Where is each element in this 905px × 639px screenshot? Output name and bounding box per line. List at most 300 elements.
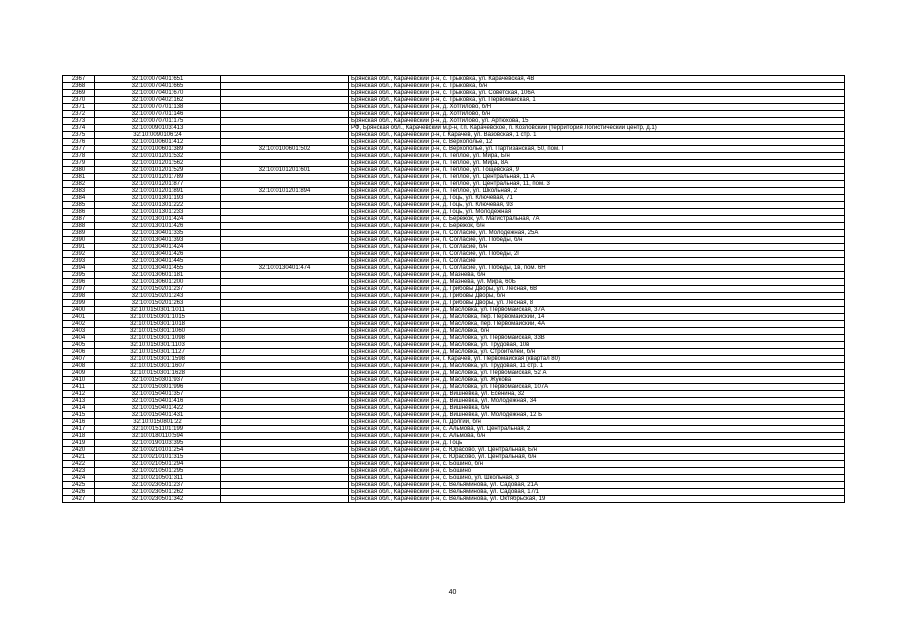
cadastral-number-cell: 32:10:0101201:789 bbox=[95, 174, 221, 181]
cadastral-number-cell: 32:10:0070701:175 bbox=[95, 118, 221, 125]
cadastral-number-cell: 32:10:0230501:262 bbox=[95, 489, 221, 496]
parent-cadastral-number-cell bbox=[221, 475, 349, 482]
row-number-cell: 2395 bbox=[63, 272, 95, 279]
cadastral-number-cell: 32:10:0090106:24 bbox=[95, 132, 221, 139]
cadastral-number-cell: 32:10:0210501:295 bbox=[95, 468, 221, 475]
table-row bbox=[63, 475, 845, 482]
row-number-cell: 2367 bbox=[63, 76, 95, 83]
parent-cadastral-number-cell bbox=[221, 384, 349, 391]
table-row bbox=[63, 139, 845, 146]
address-cell: Брянская обл., Карачевский р-н, д. Масловка, пер. Первомайский, 14 bbox=[349, 314, 845, 321]
address-cell: Брянская обл., Карачевский р-н, д. Вишневка, ул. Молодежная, 34 bbox=[349, 398, 845, 405]
address-cell: Брянская обл., Карачевский р-н, с. Вельяминова, ул. Октябрьская, 19 bbox=[349, 496, 845, 503]
row-number-cell: 2420 bbox=[63, 447, 95, 454]
row-number-cell: 2427 bbox=[63, 496, 95, 503]
row-number-cell: 2373 bbox=[63, 118, 95, 125]
parent-cadastral-number-cell bbox=[221, 454, 349, 461]
cadastral-number-cell: 32:10:0151101:199 bbox=[95, 426, 221, 433]
cadastral-number-cell: 32:10:0130401:335 bbox=[95, 230, 221, 237]
address-cell: Брянская обл., Карачевский р-н, п. Согласие, ул. Победы, 1в, пом. 6Н bbox=[349, 265, 845, 272]
row-number-cell: 2403 bbox=[63, 328, 95, 335]
table-row bbox=[63, 209, 845, 216]
parent-cadastral-number-cell bbox=[221, 97, 349, 104]
cadastral-number-cell: 32:10:0130601:200 bbox=[95, 279, 221, 286]
row-number-cell: 2402 bbox=[63, 321, 95, 328]
table-row bbox=[63, 468, 845, 475]
table-row bbox=[63, 454, 845, 461]
row-number-cell: 2412 bbox=[63, 391, 95, 398]
parent-cadastral-number-cell bbox=[221, 300, 349, 307]
table-row bbox=[63, 202, 845, 209]
address-cell: Брянская обл., Карачевский р-н, с. Трыковка, б/н bbox=[349, 83, 845, 90]
table-row bbox=[63, 279, 845, 286]
cadastral-number-cell: 32:10:0090103:413 bbox=[95, 125, 221, 132]
row-number-cell: 2379 bbox=[63, 160, 95, 167]
row-number-cell: 2416 bbox=[63, 419, 95, 426]
row-number-cell: 2422 bbox=[63, 461, 95, 468]
cadastral-number-cell: 32:10:0150301:1607 bbox=[95, 363, 221, 370]
table-row bbox=[63, 370, 845, 377]
address-cell: Брянская обл., Карачевский р-н, д. Масловка, ул. Жукова bbox=[349, 377, 845, 384]
address-cell: Брянская обл., Карачевский р-н, с. Бошино, ул. Школьная, 3 bbox=[349, 475, 845, 482]
parent-cadastral-number-cell bbox=[221, 251, 349, 258]
cadastral-number-cell: 32:10:0150401:431 bbox=[95, 412, 221, 419]
cadastral-number-cell: 32:10:0070401:651 bbox=[95, 76, 221, 83]
row-number-cell: 2411 bbox=[63, 384, 95, 391]
row-number-cell: 2386 bbox=[63, 209, 95, 216]
table-row bbox=[63, 195, 845, 202]
address-cell: Брянская обл., Карачевский р-н, с. Трыковка, ул. Карачевская, 4В bbox=[349, 76, 845, 83]
parent-cadastral-number-cell bbox=[221, 398, 349, 405]
row-number-cell: 2417 bbox=[63, 426, 95, 433]
table-row bbox=[63, 265, 845, 272]
row-number-cell: 2400 bbox=[63, 307, 95, 314]
parent-cadastral-number-cell bbox=[221, 279, 349, 286]
table-row bbox=[63, 489, 845, 496]
table-row bbox=[63, 272, 845, 279]
parent-cadastral-number-cell bbox=[221, 76, 349, 83]
parent-cadastral-number-cell bbox=[221, 391, 349, 398]
address-cell: Брянская обл., Карачевский р-н, с. Юрасово, ул. Центральная, Б/н bbox=[349, 447, 845, 454]
row-number-cell: 2413 bbox=[63, 398, 95, 405]
cadastral-number-cell: 32:10:0101201:529 bbox=[95, 167, 221, 174]
cadastral-number-cell: 32:10:0130401:393 bbox=[95, 237, 221, 244]
address-cell: Брянская обл., Карачевский р-н, п. Теплое, ул. Школьная, 2 bbox=[349, 188, 845, 195]
address-cell: Брянская обл., Карачевский р-н, д. Гоць, ул. Ключевая, 93 bbox=[349, 202, 845, 209]
table-row bbox=[63, 398, 845, 405]
address-cell: Брянская обл., Карачевский р-н, д. Вишневка, ул. Молодежная, 12 Б bbox=[349, 412, 845, 419]
row-number-cell: 2391 bbox=[63, 244, 95, 251]
parent-cadastral-number-cell bbox=[221, 118, 349, 125]
table-row bbox=[63, 377, 845, 384]
table-row bbox=[63, 363, 845, 370]
row-number-cell: 2371 bbox=[63, 104, 95, 111]
cadastral-number-cell: 32:10:0070401:665 bbox=[95, 83, 221, 90]
address-cell: РФ, Брянская обл., Карачевский м.р-н, г.п. Карачевское, п. Козловский (территория Логистический центр, д.1) bbox=[349, 125, 845, 132]
table-row bbox=[63, 167, 845, 174]
address-cell: Брянская обл., Карачевский р-н, д. Мазнева, б/н bbox=[349, 272, 845, 279]
cadastral-number-cell: 32:10:0100601:389 bbox=[95, 146, 221, 153]
address-cell: Брянская обл., Карачевский р-н, с. Верхополье, 12 bbox=[349, 139, 845, 146]
row-number-cell: 2370 bbox=[63, 97, 95, 104]
parent-cadastral-number-cell bbox=[221, 111, 349, 118]
cadastral-number-cell: 32:10:0150801:22 bbox=[95, 419, 221, 426]
parent-cadastral-number-cell bbox=[221, 468, 349, 475]
parent-cadastral-number-cell bbox=[221, 258, 349, 265]
address-cell: Брянская обл., Карачевский р-н, д. Вишневка, б/н bbox=[349, 405, 845, 412]
address-cell: Брянская обл., Карачевский р-н, д. Гоць bbox=[349, 440, 845, 447]
table-row bbox=[63, 293, 845, 300]
cadastral-number-cell: 32:10:0150401:416 bbox=[95, 398, 221, 405]
row-number-cell: 2407 bbox=[63, 356, 95, 363]
table-row bbox=[63, 118, 845, 125]
address-cell: Брянская обл., Карачевский р-н, п. Теплое, ул. Мира, Б/н bbox=[349, 153, 845, 160]
table-row bbox=[63, 125, 845, 132]
address-cell: Брянская обл., Карачевский р-н, д. Хотгилово, ул. Артюхова, 15 bbox=[349, 118, 845, 125]
row-number-cell: 2393 bbox=[63, 258, 95, 265]
row-number-cell: 2388 bbox=[63, 223, 95, 230]
cadastral-number-cell: 32:10:0150301:1598 bbox=[95, 356, 221, 363]
parent-cadastral-number-cell bbox=[221, 202, 349, 209]
parent-cadastral-number-cell bbox=[221, 314, 349, 321]
address-cell: Брянская обл., Карачевский р-н, п. Согласие, ул. Молодежная, 25А bbox=[349, 230, 845, 237]
parent-cadastral-number-cell bbox=[221, 195, 349, 202]
row-number-cell: 2421 bbox=[63, 454, 95, 461]
address-cell: Брянская обл., Карачевский р-н, п. Теплое, ул. Мира, 8А bbox=[349, 160, 845, 167]
cadastral-number-cell: 32:10:0101201:562 bbox=[95, 160, 221, 167]
parent-cadastral-number-cell bbox=[221, 160, 349, 167]
address-cell: Брянская обл., Карачевский р-н, п. Долгий, б/н bbox=[349, 419, 845, 426]
cadastral-number-cell: 32:10:0130401:445 bbox=[95, 258, 221, 265]
address-cell: Брянская обл., Карачевский р-н, с. Бошино, б/н bbox=[349, 461, 845, 468]
table-row bbox=[63, 391, 845, 398]
table-row bbox=[63, 76, 845, 83]
row-number-cell: 2401 bbox=[63, 314, 95, 321]
table-row bbox=[63, 174, 845, 181]
cadastral-number-cell: 32:10:0150301:1127 bbox=[95, 349, 221, 356]
row-number-cell: 2375 bbox=[63, 132, 95, 139]
parent-cadastral-number-cell bbox=[221, 272, 349, 279]
parent-cadastral-number-cell bbox=[221, 440, 349, 447]
table-row bbox=[63, 419, 845, 426]
table-row bbox=[63, 496, 845, 503]
cadastral-number-cell: 32:10:0150201:243 bbox=[95, 293, 221, 300]
address-cell: Брянская обл., Карачевский р-н, д. Хотгилово, б/Н bbox=[349, 104, 845, 111]
table-row bbox=[63, 321, 845, 328]
address-cell: Брянская обл., Карачевский р-н, п. Согласие, ул. Победы, б/н bbox=[349, 237, 845, 244]
address-cell: Брянская обл., Карачевский р-н, с. Трыковка, ул. Первомайская, 1 bbox=[349, 97, 845, 104]
address-cell: Брянская обл., Карачевский р-н, с. Вельяминова, ул. Садовая, 17/1 bbox=[349, 489, 845, 496]
parent-cadastral-number-cell bbox=[221, 181, 349, 188]
row-number-cell: 2418 bbox=[63, 433, 95, 440]
address-cell: Брянская обл., Карачевский р-н, д. Мазнева, ул. Мира, 60Б bbox=[349, 279, 845, 286]
table-row bbox=[63, 237, 845, 244]
parent-cadastral-number-cell bbox=[221, 286, 349, 293]
row-number-cell: 2378 bbox=[63, 153, 95, 160]
cadastral-number-cell: 32:10:0070402:162 bbox=[95, 97, 221, 104]
address-cell: Брянская обл., Карачевский р-н, г. Карачев, ул. Вазовская, 1 стр. 1 bbox=[349, 132, 845, 139]
parent-cadastral-number-cell bbox=[221, 90, 349, 97]
row-number-cell: 2406 bbox=[63, 349, 95, 356]
parent-cadastral-number-cell bbox=[221, 321, 349, 328]
parent-cadastral-number-cell: 32:10:0101201:894 bbox=[221, 188, 349, 195]
cadastral-number-cell: 32:10:0130601:181 bbox=[95, 272, 221, 279]
row-number-cell: 2369 bbox=[63, 90, 95, 97]
table-row bbox=[63, 258, 845, 265]
address-cell: Брянская обл., Карачевский р-н, д. Гоць, ул. Молодежная bbox=[349, 209, 845, 216]
row-number-cell: 2382 bbox=[63, 181, 95, 188]
row-number-cell: 2405 bbox=[63, 342, 95, 349]
parent-cadastral-number-cell bbox=[221, 139, 349, 146]
address-cell: Брянская обл., Карачевский р-н, с. Альмова, ул. Центральная, 2 bbox=[349, 426, 845, 433]
address-cell: Брянская обл., Карачевский р-н, с. Бошино bbox=[349, 468, 845, 475]
parent-cadastral-number-cell: 32:10:0100601:502 bbox=[221, 146, 349, 153]
parent-cadastral-number-cell bbox=[221, 125, 349, 132]
row-number-cell: 2404 bbox=[63, 335, 95, 342]
row-number-cell: 2385 bbox=[63, 202, 95, 209]
parent-cadastral-number-cell bbox=[221, 244, 349, 251]
address-cell: Брянская обл., Карачевский р-н, п. Согласие, ул. Победы, 2Г bbox=[349, 251, 845, 258]
address-cell: Брянская обл., Карачевский р-н, д. Грибовы Дворы, ул. Лесная, 6В bbox=[349, 286, 845, 293]
parent-cadastral-number-cell bbox=[221, 104, 349, 111]
table-row bbox=[63, 83, 845, 90]
parent-cadastral-number-cell bbox=[221, 419, 349, 426]
cadastral-number-cell: 32:10:0101301:222 bbox=[95, 202, 221, 209]
parent-cadastral-number-cell bbox=[221, 293, 349, 300]
table-row bbox=[63, 104, 845, 111]
cadastral-number-cell: 32:10:0150401:422 bbox=[95, 405, 221, 412]
parent-cadastral-number-cell bbox=[221, 370, 349, 377]
cadastral-number-cell: 32:10:0150301:1018 bbox=[95, 321, 221, 328]
address-cell: Брянская обл., Карачевский р-н, д. Масловка, б/н bbox=[349, 328, 845, 335]
cadastral-number-cell: 32:10:0210501:311 bbox=[95, 475, 221, 482]
row-number-cell: 2409 bbox=[63, 370, 95, 377]
cadastral-number-cell: 32:10:0210101:254 bbox=[95, 447, 221, 454]
address-cell: Брянская обл., Карачевский р-н, д. Грибовы Дворы, ул. Лесная, 8 bbox=[349, 300, 845, 307]
table-row bbox=[63, 153, 845, 160]
row-number-cell: 2374 bbox=[63, 125, 95, 132]
cadastral-number-cell: 32:10:0150301:937 bbox=[95, 377, 221, 384]
table-row bbox=[63, 244, 845, 251]
parent-cadastral-number-cell bbox=[221, 447, 349, 454]
address-cell: Брянская обл., Карачевский р-н, д. Вишневка, ул. Есенина, 32 bbox=[349, 391, 845, 398]
cadastral-number-cell: 32:10:0100601:412 bbox=[95, 139, 221, 146]
parent-cadastral-number-cell bbox=[221, 132, 349, 139]
row-number-cell: 2392 bbox=[63, 251, 95, 258]
address-cell: Брянская обл., Карачевский р-н, г. Карачев, ул. Первомайская (квартал 80) bbox=[349, 356, 845, 363]
row-number-cell: 2424 bbox=[63, 475, 95, 482]
row-number-cell: 2419 bbox=[63, 440, 95, 447]
cadastral-number-cell: 32:10:0150301:1628 bbox=[95, 370, 221, 377]
cadastral-number-cell: 32:10:0070401:670 bbox=[95, 90, 221, 97]
row-number-cell: 2397 bbox=[63, 286, 95, 293]
table-row bbox=[63, 405, 845, 412]
address-cell: Брянская обл., Карачевский р-н, п. Согласие, б/н bbox=[349, 244, 845, 251]
cadastral-number-cell: 32:10:0150301:1011 bbox=[95, 307, 221, 314]
parent-cadastral-number-cell bbox=[221, 489, 349, 496]
cadastral-number-cell: 32:10:0210501:294 bbox=[95, 461, 221, 468]
cadastral-number-cell: 32:10:0130401:426 bbox=[95, 251, 221, 258]
parent-cadastral-number-cell bbox=[221, 209, 349, 216]
table-row bbox=[63, 349, 845, 356]
address-cell: Брянская обл., Карачевский р-н, д. Масловка, ул. Трудовая, 10в bbox=[349, 342, 845, 349]
address-cell: Брянская обл., Карачевский р-н, д. Грибовы Дворы, б/н bbox=[349, 293, 845, 300]
row-number-cell: 2390 bbox=[63, 237, 95, 244]
row-number-cell: 2398 bbox=[63, 293, 95, 300]
table-row bbox=[63, 146, 845, 153]
cadastral-number-cell: 32:10:0130401:424 bbox=[95, 244, 221, 251]
parent-cadastral-number-cell bbox=[221, 223, 349, 230]
address-cell: Брянская обл., Карачевский р-н, д. Масловка, ул. Первомайская, 33В bbox=[349, 335, 845, 342]
address-cell: Брянская обл., Карачевский р-н, д. Масловка, ул. Трудовая, 11 стр. 1 bbox=[349, 363, 845, 370]
cadastral-number-cell: 32:10:0150301:1060 bbox=[95, 328, 221, 335]
address-cell: Брянская обл., Карачевский р-н, д. Хотгилово, б/н bbox=[349, 111, 845, 118]
cadastral-number-cell: 32:10:0101301:233 bbox=[95, 209, 221, 216]
table-row bbox=[63, 223, 845, 230]
cadastral-number-cell: 32:10:0101201:891 bbox=[95, 188, 221, 195]
table-row bbox=[63, 482, 845, 489]
parent-cadastral-number-cell bbox=[221, 363, 349, 370]
table-row bbox=[63, 440, 845, 447]
table-row bbox=[63, 314, 845, 321]
table-row bbox=[63, 251, 845, 258]
page-number: 40 bbox=[448, 589, 457, 596]
table-row bbox=[63, 132, 845, 139]
row-number-cell: 2384 bbox=[63, 195, 95, 202]
table-row bbox=[63, 328, 845, 335]
row-number-cell: 2376 bbox=[63, 139, 95, 146]
register-table bbox=[62, 75, 845, 503]
parent-cadastral-number-cell: 32:10:0101201:601 bbox=[221, 167, 349, 174]
row-number-cell: 2426 bbox=[63, 489, 95, 496]
table-row bbox=[63, 230, 845, 237]
table-row bbox=[63, 412, 845, 419]
parent-cadastral-number-cell bbox=[221, 349, 349, 356]
address-cell: Брянская обл., Карачевский р-н, д. Масловка, ул. Первомайская, 107А bbox=[349, 384, 845, 391]
cadastral-number-cell: 32:10:0230501:342 bbox=[95, 496, 221, 503]
table-row bbox=[63, 384, 845, 391]
row-number-cell: 2381 bbox=[63, 174, 95, 181]
cadastral-number-cell: 32:10:0150301:996 bbox=[95, 384, 221, 391]
parent-cadastral-number-cell bbox=[221, 461, 349, 468]
cadastral-number-cell: 32:10:0130101:426 bbox=[95, 223, 221, 230]
row-number-cell: 2410 bbox=[63, 377, 95, 384]
parent-cadastral-number-cell bbox=[221, 482, 349, 489]
cadastral-number-cell: 32:10:0150401:357 bbox=[95, 391, 221, 398]
parent-cadastral-number-cell bbox=[221, 328, 349, 335]
parent-cadastral-number-cell bbox=[221, 230, 349, 237]
cadastral-number-cell: 32:10:0150301:1103 bbox=[95, 342, 221, 349]
cadastral-number-cell: 32:10:0150201:263 bbox=[95, 300, 221, 307]
address-cell: Брянская обл., Карачевский р-н, с. Бережок, ул. Магистральная, 7А bbox=[349, 216, 845, 223]
table-row bbox=[63, 216, 845, 223]
table-row bbox=[63, 447, 845, 454]
row-number-cell: 2414 bbox=[63, 405, 95, 412]
row-number-cell: 2372 bbox=[63, 111, 95, 118]
cadastral-number-cell: 32:10:0070701:146 bbox=[95, 111, 221, 118]
address-cell: Брянская обл., Карачевский р-н, с. Бережок, б/н bbox=[349, 223, 845, 230]
address-cell: Брянская обл., Карачевский р-н, с. Верхополье, ул. Партизанская, 50, пом. I bbox=[349, 146, 845, 153]
table-row bbox=[63, 286, 845, 293]
cadastral-number-cell: 32:10:0070701:138 bbox=[95, 104, 221, 111]
address-cell: Брянская обл., Карачевский р-н, п. Теплое, ул. Центральная, 11, пом. 3 bbox=[349, 181, 845, 188]
cadastral-number-cell: 32:10:0130101:424 bbox=[95, 216, 221, 223]
cadastral-number-cell: 32:10:0101201:532 bbox=[95, 153, 221, 160]
cadastral-number-cell: 32:10:0101301:193 bbox=[95, 195, 221, 202]
table-row bbox=[63, 160, 845, 167]
row-number-cell: 2377 bbox=[63, 146, 95, 153]
row-number-cell: 2425 bbox=[63, 482, 95, 489]
table-row bbox=[63, 97, 845, 104]
parent-cadastral-number-cell bbox=[221, 83, 349, 90]
table-row bbox=[63, 90, 845, 97]
address-cell: Брянская обл., Карачевский р-н, с. Альмова, б/н bbox=[349, 433, 845, 440]
row-number-cell: 2387 bbox=[63, 216, 95, 223]
parent-cadastral-number-cell: 32:10:0130401:474 bbox=[221, 265, 349, 272]
cadastral-number-cell: 32:10:0150301:1015 bbox=[95, 314, 221, 321]
table-row bbox=[63, 433, 845, 440]
table-row bbox=[63, 335, 845, 342]
parent-cadastral-number-cell bbox=[221, 433, 349, 440]
parent-cadastral-number-cell bbox=[221, 216, 349, 223]
parent-cadastral-number-cell bbox=[221, 153, 349, 160]
cadastral-number-cell: 32:10:0101201:877 bbox=[95, 181, 221, 188]
row-number-cell: 2394 bbox=[63, 265, 95, 272]
row-number-cell: 2368 bbox=[63, 83, 95, 90]
cadastral-number-cell: 32:10:0230501:237 bbox=[95, 482, 221, 489]
cadastral-number-cell: 32:10:0130401:455 bbox=[95, 265, 221, 272]
table-row bbox=[63, 300, 845, 307]
address-cell: Брянская обл., Карачевский р-н, с. Юрасово, ул. Центральная, б/н bbox=[349, 454, 845, 461]
parent-cadastral-number-cell bbox=[221, 377, 349, 384]
table-row bbox=[63, 461, 845, 468]
row-number-cell: 2415 bbox=[63, 412, 95, 419]
cadastral-number-cell: 32:10:0210101:315 bbox=[95, 454, 221, 461]
parent-cadastral-number-cell bbox=[221, 356, 349, 363]
row-number-cell: 2383 bbox=[63, 188, 95, 195]
parent-cadastral-number-cell bbox=[221, 335, 349, 342]
address-cell: Брянская обл., Карачевский р-н, с. Трыковка, ул. Советская, 106А bbox=[349, 90, 845, 97]
address-cell: Брянская обл., Карачевский р-н, д. Гоць, ул. Ключевая, 71 bbox=[349, 195, 845, 202]
address-cell: Брянская обл., Карачевский р-н, п. Согласие bbox=[349, 258, 845, 265]
address-cell: Брянская обл., Карачевский р-н, д. Масловка, ул. Первомайская, 52 А bbox=[349, 370, 845, 377]
row-number-cell: 2389 bbox=[63, 230, 95, 237]
cadastral-number-cell: 32:10:0150201:237 bbox=[95, 286, 221, 293]
row-number-cell: 2380 bbox=[63, 167, 95, 174]
table-row bbox=[63, 111, 845, 118]
row-number-cell: 2423 bbox=[63, 468, 95, 475]
parent-cadastral-number-cell bbox=[221, 405, 349, 412]
register-rows bbox=[63, 76, 845, 503]
address-cell: Брянская обл., Карачевский р-н, д. Масловка, пер. Первомайский, 4А bbox=[349, 321, 845, 328]
parent-cadastral-number-cell bbox=[221, 412, 349, 419]
cadastral-number-cell: 32:10:0150301:1098 bbox=[95, 335, 221, 342]
table-row bbox=[63, 188, 845, 195]
table-row bbox=[63, 342, 845, 349]
row-number-cell: 2399 bbox=[63, 300, 95, 307]
table-row bbox=[63, 356, 845, 363]
address-cell: Брянская обл., Карачевский р-н, д. Масловка, ул. Первомайская, 37А bbox=[349, 307, 845, 314]
cadastral-number-cell: 32:10:0190103:395 bbox=[95, 440, 221, 447]
cadastral-number-cell: 32:10:0180110:594 bbox=[95, 433, 221, 440]
parent-cadastral-number-cell bbox=[221, 237, 349, 244]
table-row bbox=[63, 426, 845, 433]
row-number-cell: 2396 bbox=[63, 279, 95, 286]
parent-cadastral-number-cell bbox=[221, 174, 349, 181]
row-number-cell: 2408 bbox=[63, 363, 95, 370]
table-row bbox=[63, 181, 845, 188]
address-cell: Брянская обл., Карачевский р-н, с. Вельяминова, ул. Садовая, 21А bbox=[349, 482, 845, 489]
